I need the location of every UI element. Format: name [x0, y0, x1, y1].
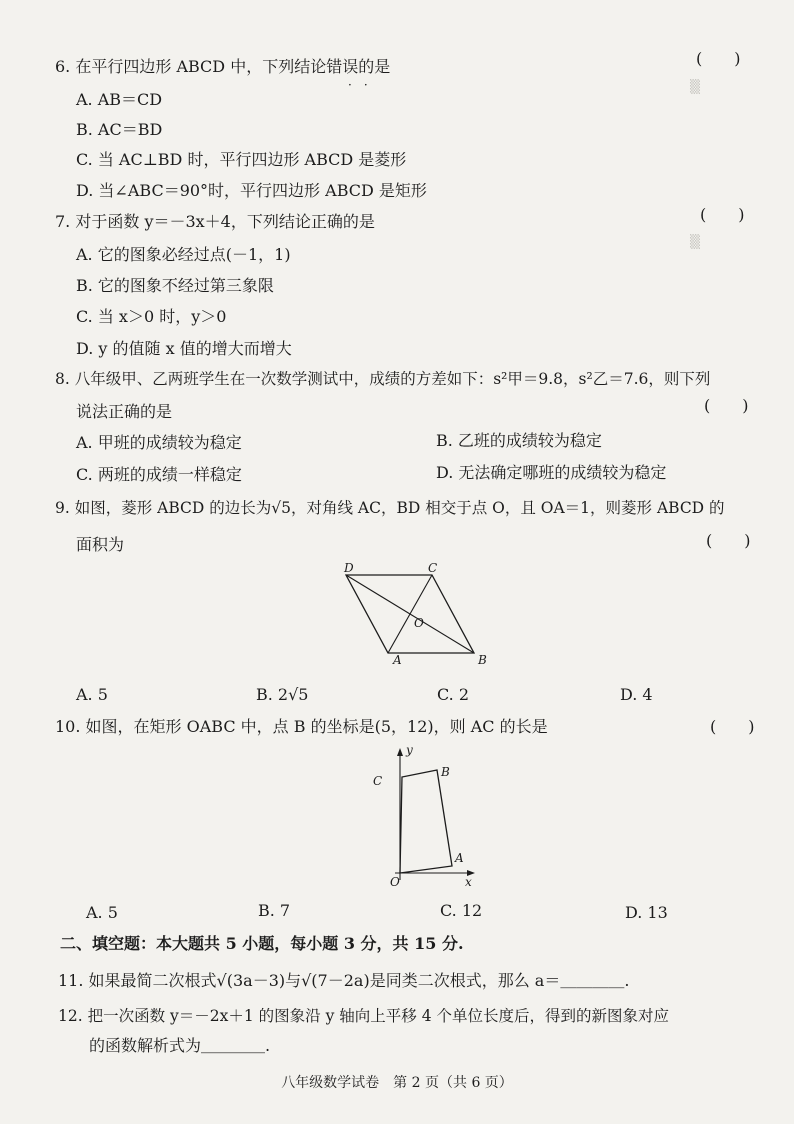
- q8-option-c: C. 两班的成绩一样稳定: [76, 465, 242, 484]
- rectangle-oabc: [400, 770, 452, 873]
- y-axis-arrow: [397, 748, 403, 756]
- q9-option-c: C. 2: [437, 685, 470, 704]
- answer-paren-8[interactable]: ( ): [704, 396, 749, 415]
- q8-option-a: A. 甲班的成绩较为稳定: [76, 433, 242, 452]
- answer-paren-7[interactable]: ( ): [700, 205, 745, 224]
- q6-option-d: D. 当∠ABC＝90°时，平行四边形 ABCD 是矩形: [76, 181, 427, 200]
- answer-paren-9[interactable]: ( ): [706, 531, 751, 550]
- q9-option-d: D. 4: [620, 685, 653, 704]
- question-12-line2: 的函数解析式为＿＿＿＿.: [89, 1036, 271, 1055]
- q6-option-a: A. AB＝CD: [76, 90, 163, 109]
- q7-option-b: B. 它的图象不经过第三象限: [76, 276, 274, 295]
- emphasis-dots: · ·: [348, 78, 368, 92]
- section-2-title: 二、填空题：本大题共 5 小题，每小题 3 分，共 15 分.: [60, 934, 464, 953]
- q9-option-b: B. 2√5: [256, 685, 309, 704]
- label-b: B: [478, 653, 487, 667]
- q7-option-c: C. 当 x＞0 时，y＞0: [76, 307, 227, 326]
- label-a: A: [393, 653, 402, 667]
- q6-option-b: B. AC＝BD: [76, 120, 163, 139]
- q8-option-d: D. 无法确定哪班的成绩较为稳定: [436, 463, 667, 482]
- question-7-stem: 7. 对于函数 y＝－3x＋4，下列结论正确的是: [55, 212, 375, 231]
- question-9-stem-line1: 9. 如图，菱形 ABCD 的边长为√5，对角线 AC，BD 相交于点 O，且 OA＝1，则菱形 ABCD 的: [55, 499, 725, 517]
- question-11: 11. 如果最简二次根式√(3a－3)与√(7－2a)是同类二次根式，那么 a＝＿＿＿＿.: [58, 971, 630, 990]
- bleed-through-mark: ▒: [690, 80, 700, 95]
- answer-paren-10[interactable]: ( ): [710, 717, 755, 736]
- q10-option-b: B. 7: [258, 901, 291, 920]
- question-8-stem-line1: 8. 八年级甲、乙两班学生在一次数学测试中，成绩的方差如下：s²甲＝9.8，s²乙＝7.6，则下列: [55, 370, 711, 388]
- answer-blank-11[interactable]: [590, 990, 678, 991]
- label-o: O: [390, 875, 400, 889]
- answer-paren-6[interactable]: ( ): [696, 49, 741, 68]
- q6-option-c: C. 当 AC⊥BD 时，平行四边形 ABCD 是菱形: [76, 150, 407, 169]
- bleed-through-mark: ▒: [690, 235, 700, 250]
- label-c: C: [373, 774, 383, 788]
- label-c: C: [428, 561, 438, 575]
- label-x: x: [465, 875, 472, 889]
- q10-option-c: C. 12: [440, 901, 483, 920]
- q8-option-b: B. 乙班的成绩较为稳定: [436, 431, 602, 450]
- label-b: B: [441, 765, 450, 779]
- q7-option-a: A. 它的图象必经过点(－1，1): [76, 245, 291, 264]
- label-d: D: [344, 561, 354, 575]
- rectangle-coordinate-figure: [355, 740, 485, 895]
- label-a: A: [455, 851, 464, 865]
- question-10-stem: 10. 如图，在矩形 OABC 中，点 B 的坐标是(5，12)，则 AC 的长是: [55, 717, 548, 736]
- label-o: O: [414, 616, 424, 630]
- answer-blank-12[interactable]: [218, 1055, 310, 1056]
- question-6-stem: 6. 在平行四边形 ABCD 中，下列结论错误的是: [55, 57, 391, 76]
- diagonal-ac: [388, 575, 432, 653]
- question-8-stem-line2: 说法正确的是: [76, 402, 173, 421]
- q10-option-d: D. 13: [625, 903, 668, 922]
- question-9-stem-line2: 面积为: [76, 535, 125, 554]
- q7-option-d: D. y 的值随 x 值的增大而增大: [76, 339, 292, 358]
- q10-option-a: A. 5: [86, 903, 118, 922]
- q9-option-a: A. 5: [76, 685, 108, 704]
- question-12-line1: 12. 把一次函数 y＝－2x＋1 的图象沿 y 轴向上平移 4 个单位长度后，得到的新图象对应: [58, 1007, 669, 1025]
- page-footer: 八年级数学试卷 第 2 页（共 6 页）: [281, 1075, 513, 1091]
- rhombus-figure: [330, 560, 500, 670]
- label-y: y: [406, 743, 413, 757]
